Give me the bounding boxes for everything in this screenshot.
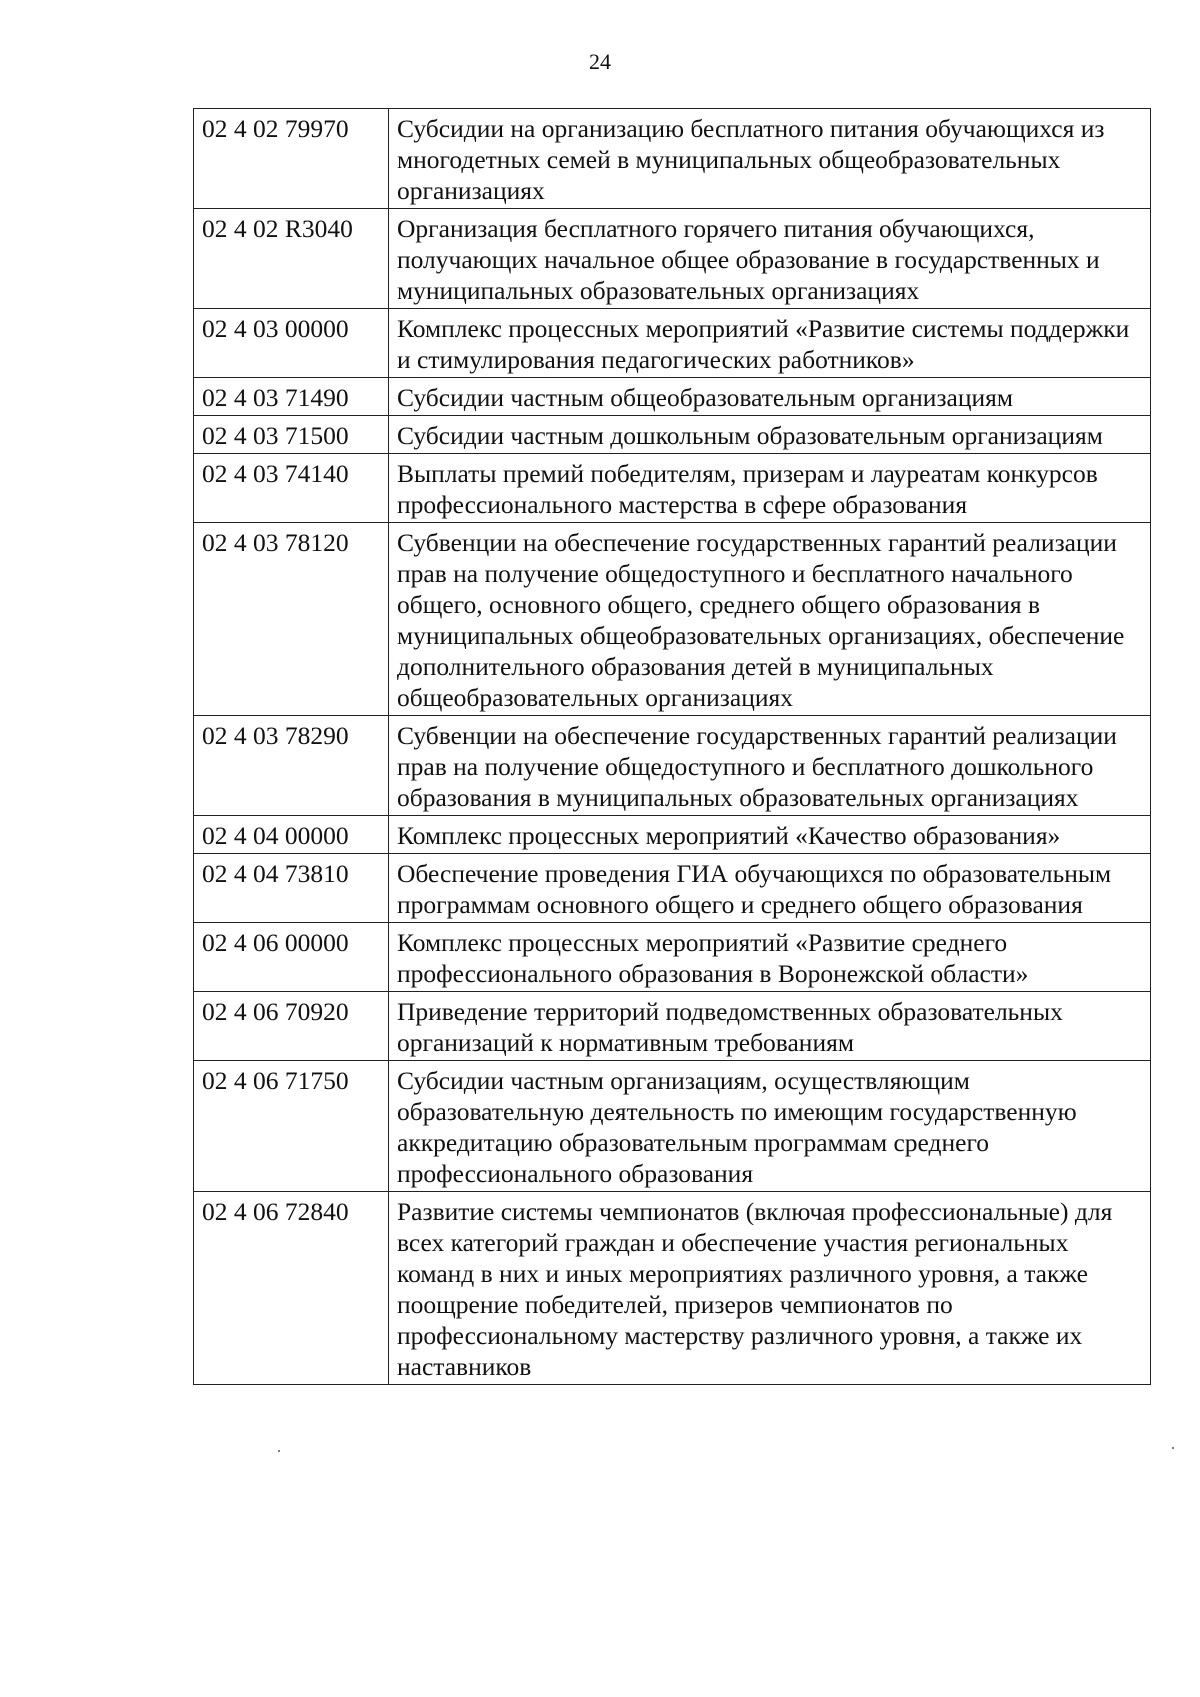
expenditure-name: Комплекс процессных мероприятий «Развитие среднего профессионального образования в Воронежской области» <box>389 923 1151 992</box>
table-row <box>194 109 1151 209</box>
classification-code: 02 4 04 73810 <box>194 854 389 923</box>
classification-code: 02 4 06 71750 <box>194 1061 389 1192</box>
table-row <box>194 523 1151 716</box>
table-row <box>194 1061 1151 1192</box>
classification-code: 02 4 04 00000 <box>194 816 389 854</box>
table-row <box>194 923 1151 992</box>
expenditure-name: Субсидии частным общеобразовательным организациям <box>389 378 1151 416</box>
expenditure-name: Комплекс процессных мероприятий «Качество образования» <box>389 816 1151 854</box>
page-number: 24 <box>589 49 611 74</box>
budget-classification-table <box>193 108 1151 1385</box>
classification-code: 02 4 03 71500 <box>194 416 389 454</box>
scan-speck <box>1172 1447 1174 1449</box>
classification-code: 02 4 06 70920 <box>194 992 389 1061</box>
classification-code: 02 4 06 00000 <box>194 923 389 992</box>
classification-code: 02 4 02 R3040 <box>194 209 389 309</box>
table-row <box>194 454 1151 523</box>
classification-code: 02 4 03 74140 <box>194 454 389 523</box>
classification-code: 02 4 03 71490 <box>194 378 389 416</box>
expenditure-name: Субвенции на обеспечение государственных гарантий реализации прав на получение общедоступного и бесплатного начального общего, основного общего, среднего общего образования в муниципальных общеобразовательных организациях, обеспечение дополнительного образования детей в муниципальных общеобразовательных организациях <box>389 523 1151 716</box>
classification-code: 02 4 02 79970 <box>194 109 389 209</box>
table-row <box>194 854 1151 923</box>
table-row <box>194 816 1151 854</box>
table-row <box>194 1192 1151 1385</box>
expenditure-name: Организация бесплатного горячего питания обучающихся, получающих начальное общее образование в государственных и муниципальных образовательных организациях <box>389 209 1151 309</box>
scan-speck <box>278 1450 280 1452</box>
expenditure-name: Развитие системы чемпионатов (включая профессиональные) для всех категорий граждан и обеспечение участия региональных команд в них и иных мероприятиях различного уровня, а также поощрение победителей, призеров чемпионатов по профессиональному мастерству различного уровня, а также их наставников <box>389 1192 1151 1385</box>
classification-code: 02 4 03 78120 <box>194 523 389 716</box>
table-row <box>194 378 1151 416</box>
expenditure-name: Субсидии частным организациям, осуществляющим образовательную деятельность по имеющим государственную аккредитацию образовательным программам среднего профессионального образования <box>389 1061 1151 1192</box>
classification-code: 02 4 03 00000 <box>194 309 389 378</box>
table-row <box>194 309 1151 378</box>
table-row <box>194 716 1151 816</box>
expenditure-name: Выплаты премий победителям, призерам и лауреатам конкурсов профессионального мастерства в сфере образования <box>389 454 1151 523</box>
expenditure-name: Приведение территорий подведомственных образовательных организаций к нормативным требованиям <box>389 992 1151 1061</box>
expenditure-name: Субсидии на организацию бесплатного питания обучающихся из многодетных семей в муниципальных общеобразовательных организациях <box>389 109 1151 209</box>
table-row <box>194 992 1151 1061</box>
classification-code: 02 4 03 78290 <box>194 716 389 816</box>
expenditure-name: Субсидии частным дошкольным образовательным организациям <box>389 416 1151 454</box>
expenditure-name: Комплекс процессных мероприятий «Развитие системы поддержки и стимулирования педагогических работников» <box>389 309 1151 378</box>
classification-code: 02 4 06 72840 <box>194 1192 389 1385</box>
table-row <box>194 209 1151 309</box>
expenditure-name: Обеспечение проведения ГИА обучающихся по образовательным программам основного общего и среднего общего образования <box>389 854 1151 923</box>
table-row <box>194 416 1151 454</box>
expenditure-name: Субвенции на обеспечение государственных гарантий реализации прав на получение общедоступного и бесплатного дошкольного образования в муниципальных образовательных организациях <box>389 716 1151 816</box>
table-body <box>194 109 1151 1385</box>
